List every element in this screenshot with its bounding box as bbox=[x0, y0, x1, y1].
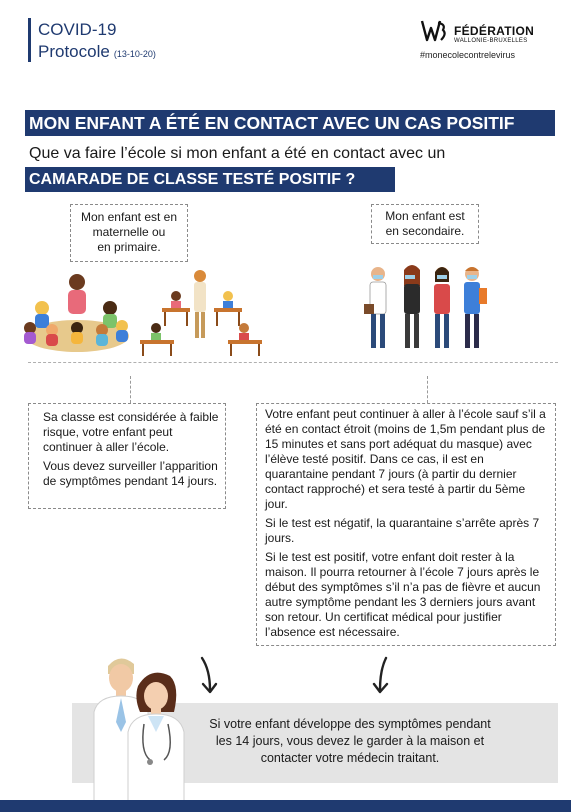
sub-heading-banner: CAMARADE DE CLASSE TESTÉ POSITIF ? bbox=[25, 167, 395, 192]
logo-subname: WALLONIE-BRUXELLES bbox=[454, 38, 528, 44]
teenagers-illustration bbox=[358, 262, 493, 354]
subtitle-text: Protocole bbox=[38, 42, 110, 61]
info-paragraph: Votre enfant peut continuer à aller à l’école sauf s’il a été en contact étroit (moins de 1,5m pendant plus de 15 minutes et sans port adéquat du masque) avec l’élève testé positif. Dans ce cas, il est en quarantaine pendant 7 jours (à partir du dernier contact rapproché) et sera testé à partir du 5ème jour. bbox=[265, 407, 546, 511]
document-title: COVID-19 bbox=[38, 20, 117, 39]
tag-line: maternelle ou bbox=[92, 225, 166, 239]
document-subtitle bbox=[38, 42, 156, 64]
separator-line bbox=[28, 362, 558, 363]
connector-left bbox=[130, 376, 131, 403]
doctors-illustration bbox=[90, 652, 200, 802]
tag-line: Mon enfant est en bbox=[80, 210, 178, 224]
tag-primary-school bbox=[70, 204, 188, 262]
logo-name: FÉDÉRATION bbox=[454, 24, 535, 38]
arrow-down-icon bbox=[370, 656, 394, 696]
symptoms-advice-text: Si votre enfant développe des symptômes pendant les 14 jours, vous devez le garder à la maison et contacter votre médecin traitant. bbox=[209, 717, 491, 765]
tag-secondary-school bbox=[371, 204, 479, 244]
info-paragraph: Sa classe est considérée à faible risque, votre enfant peut continuer à aller l’école. bbox=[43, 410, 219, 454]
classroom-illustration bbox=[136, 268, 271, 358]
main-heading-banner: MON ENFANT A ÉTÉ EN CONTACT AVEC UN CAS POSITIF bbox=[25, 110, 555, 136]
secondary-school-info bbox=[256, 403, 556, 646]
info-paragraph: Si le test est positif, votre enfant doit rester à la maison. Il pourra retourner à l’école 7 jours après le début des symptômes s’il n’a pas de fièvre et aucun autre symptôme pendant les 3 derniers jours avant son retour. Un certificat médical pour justifier l’absence est nécessaire. bbox=[265, 550, 541, 639]
tag-line: en primaire. bbox=[97, 240, 161, 254]
primary-school-info bbox=[28, 403, 226, 509]
info-paragraph: Vous devez surveiller l’apparition de symptômes pendant 14 jours. bbox=[43, 459, 218, 488]
protocol-date: (13-10-20) bbox=[113, 49, 156, 59]
info-paragraph: Si le test est négatif, la quarantaine s’arrête après 7 jours. bbox=[265, 516, 540, 545]
tag-line: en secondaire. bbox=[385, 224, 465, 238]
tag-line: Mon enfant est bbox=[385, 209, 465, 223]
question-text: Que va faire l’école si mon enfant a été en contact avec un bbox=[29, 145, 446, 162]
connector-right bbox=[427, 376, 428, 403]
hashtag: #monecolecontrelevirus bbox=[420, 50, 516, 60]
fwb-logo-icon bbox=[418, 18, 448, 44]
footer-bar bbox=[0, 800, 571, 812]
kindergarten-illustration bbox=[22, 268, 132, 358]
title-accent-bar bbox=[28, 18, 31, 62]
